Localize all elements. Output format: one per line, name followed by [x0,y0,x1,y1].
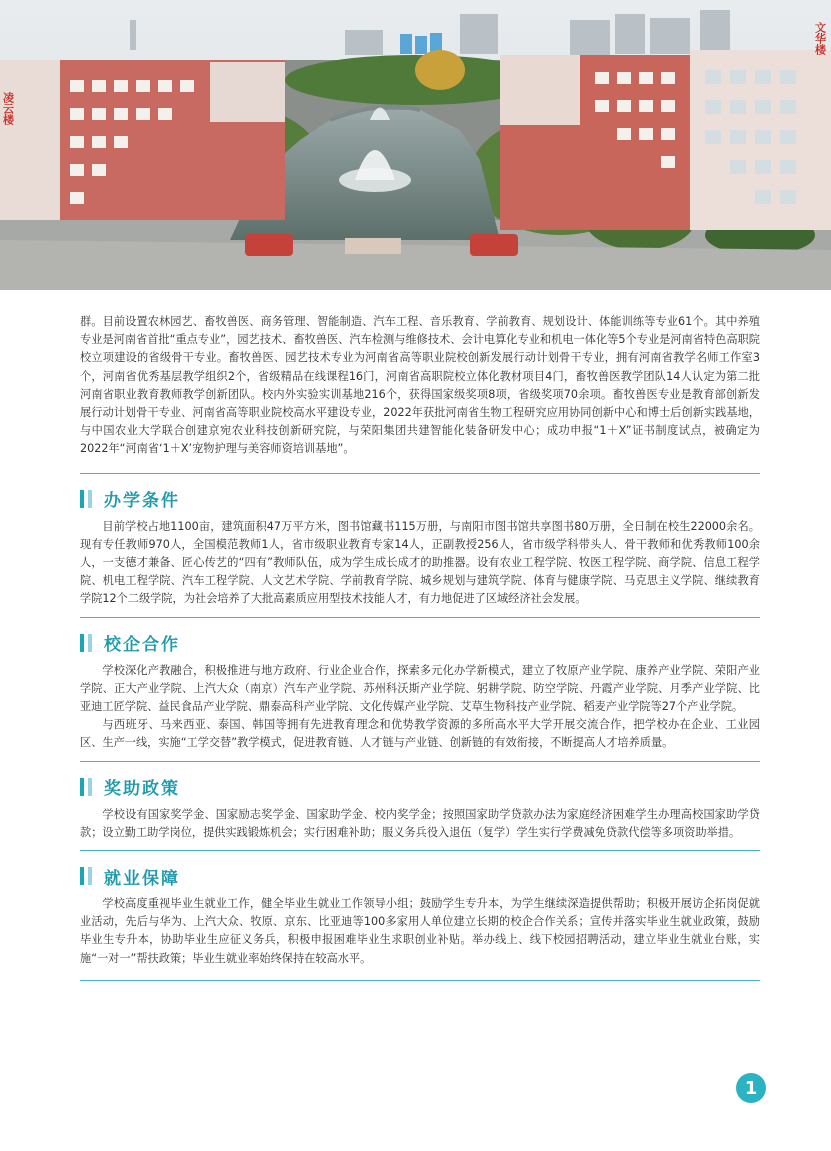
section-header-cooperation [80,630,760,656]
section-paragraph: 学校高度重视毕业生就业工作，健全毕业生就业工作领导小组；鼓励学生专升本，为学生继续深造提供帮助；积极开展访企拓岗促就业活动，先后与华为、上汽大众、牧原、京东、比亚迪等100多家用人单位建立长期的校企合作关系；宣传并落实毕业生就业政策，鼓励毕业生专升本，协助毕业生应征义务兵，积极申报困难毕业生求职创业补贴。举办线上、线下校园招聘活动，建立毕业生就业台账，实施“一对一”帮扶政策；毕业生就业率始终保持在较高水平。 [80,897,760,965]
campus-photo [0,0,831,290]
section-marker-icon [80,778,84,796]
intro-paragraph: 群。目前设置农林园艺、畜牧兽医、商务管理、智能制造、汽车工程、音乐教育、学前教育、规划设计、体能训练等专业61个。其中养殖专业是河南省首批“重点专业”，园艺技术、畜牧兽医、汽车检测与维修技术、会计电算化专业和机电一体化等5个专业是河南省特色高职院校立项建设的省级骨干专业。畜牧兽医、园艺技术专业为河南省高等职业院校创新发展行动计划骨干专业，拥有河南省教学名师工作室3个，河南省优秀基层教学组织2个，省级精品在线课程16门，河南省高职院校立体化教材项目4门，畜牧兽医教学团队14人认定为第二批河南省职业教育教师教学创新团队。校内外实验实训基地216个，获得国家级奖项8项，省级奖项70余项。畜牧兽医专业是教育部创新发展行动计划骨干专业、河南省高等职业院校高水平建设专业，2022年获批河南省生物工程研究应用协同创新中心和博士后创新实践基地，与中国农业大学联合创建京宛农业科技创新研究院，与荣阳集团共建智能化装备研发中心；成功申报“1＋X”证书制度试点，被确定为2022年“河南省‘1＋X’宠物护理与美容师资培训基地”。 [80,315,760,456]
section-title: 办学条件 [104,491,180,512]
section-marker-icon [80,634,84,652]
section-marker-icon [88,867,92,885]
section-title: 校企合作 [104,635,180,656]
section-divider [80,980,760,981]
main-content [80,313,760,981]
right-building [500,50,831,230]
section-title: 就业保障 [104,868,180,889]
section-paragraph: 目前学校占地1100亩，建筑面积47万平方米，图书馆藏书115万册，与南阳市图书馆共享图书80万册，全日制在校生22000余名。现有专任教师970人，全国模范教师1人，省市级职业教育专家14人，正副教授256人，省市级学科带头人、骨干教师和优秀教师100余人，一支德才兼备、匠心传艺的“四有”教师队伍，成为学生成长成才的助推器。设有农业工程学院、牧医工程学院、商学院、信息工程学院、机电工程学院、汽车工程学院、人文艺术学院、学前教育学院、城乡规划与建筑学院、体育与健康学院、马克思主义学院、继续教育学院12个二级学院，为社会培养了大批高素质应用型技术技能人才，有力地促进了区域经济社会发展。 [80,519,760,606]
section-divider [80,617,760,618]
section-paragraph: 与西班牙、马来西亚、泰国、韩国等拥有先进教育理念和优势教学资源的多所高水平大学开展交流合作，把学校办在企业、工业园区、生产一线，实施“工学交替”教学模式，促进教育链、人才链与产业链、创新链的有效衔接，不断提高人才培养质量。 [80,718,760,750]
section-marker-icon [80,867,84,885]
left-building [0,60,285,220]
section-divider [80,850,760,851]
page-number-badge: 1 [736,1073,766,1103]
section-header-conditions [80,486,760,512]
section-title: 奖助政策 [104,779,180,800]
section-marker-icon [88,634,92,652]
section-paragraph: 学校深化产教融合，积极推进与地方政府、行业企业合作，探索多元化办学新模式，建立了牧原产业学院、康养产业学院、荣阳产业学院、正大产业学院、上汽大众（南京）汽车产业学院、苏州科沃斯产业学院、躬耕学院、防空学院、丹霞产业学院、月季产业学院、比亚迪工匠学院、益民食品产业学院、鼎泰高科产业学院、文化传媒产业学院、艾草生物科技产业学院、稻麦产业学院等27个产业学院。 [80,663,760,714]
building-sign-right: 文华楼 [813,22,827,55]
section-marker-icon [88,778,92,796]
section-divider [80,473,760,474]
section-divider [80,761,760,762]
campus-aerial-illustration [0,0,831,290]
section-marker-icon [88,490,92,508]
section-paragraph: 学校设有国家奖学金、国家励志奖学金、国家助学金、校内奖学金；按照国家助学贷款办法为家庭经济困难学生办理高校国家助学贷款；设立勤工助学岗位，提供实践锻炼机会；实行困难补助；服义务兵役入退伍（复学）学生实行学费减免贷款代偿等多项资助举措。 [80,807,760,839]
section-marker-icon [80,490,84,508]
building-sign-left: 凌云楼 [1,92,15,125]
section-header-employment [80,863,760,889]
section-header-aid [80,774,760,800]
